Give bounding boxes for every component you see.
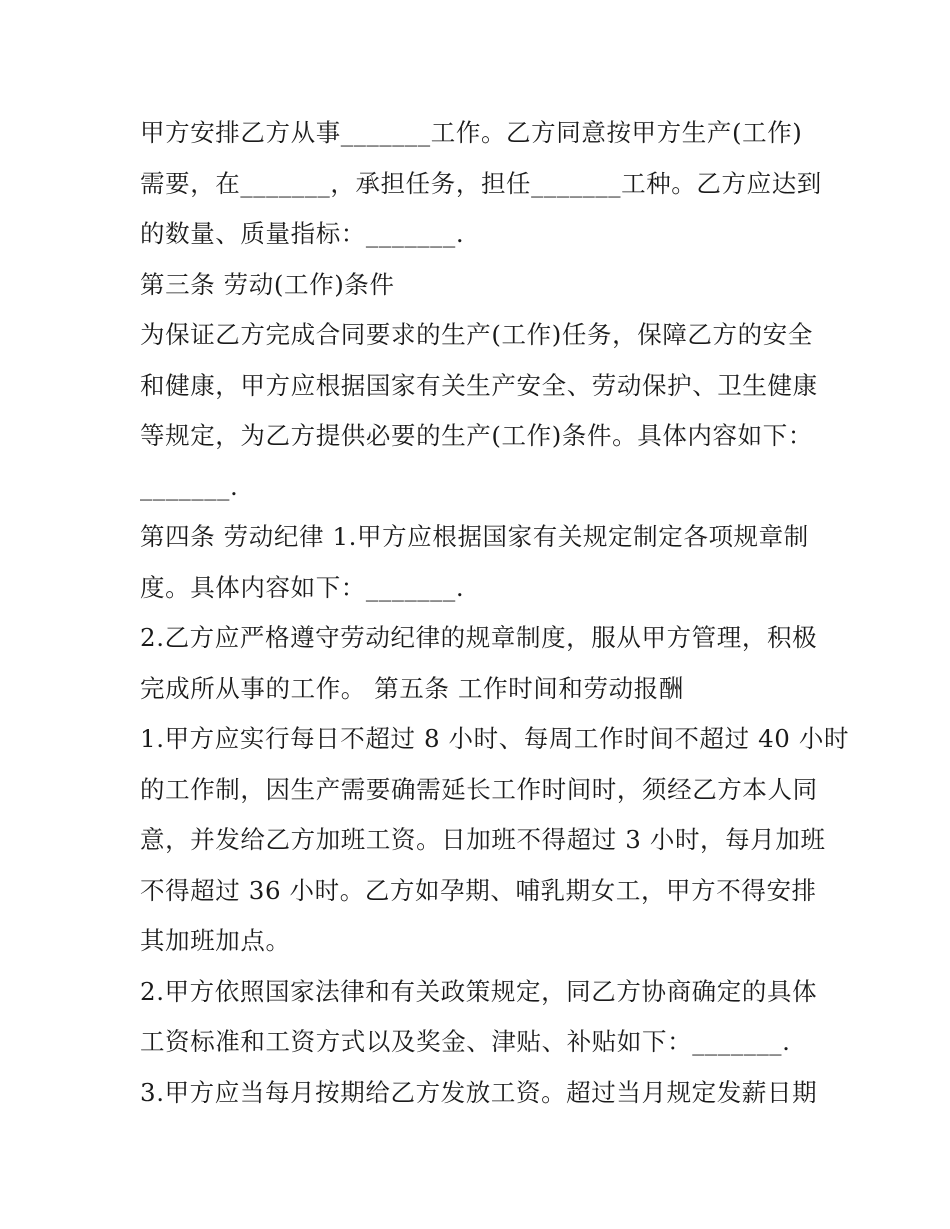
text-line: 等规定，为乙方提供必要的生产(工作)条件。具体内容如下： xyxy=(140,421,813,450)
text-line: 为保证乙方完成合同要求的生产(工作)任务，保障乙方的安全 xyxy=(140,320,813,349)
text-line: 需要，在_______，承担任务，担任_______工种。乙方应达到 xyxy=(140,168,822,198)
document-body xyxy=(140,108,850,1118)
text-line: 第四条 劳动纪律 1.甲方应根据国家有关规定制定各项规章制 xyxy=(140,522,809,551)
text-line: 2.乙方应严格遵守劳动纪律的规章制度，服从甲方管理，积极 xyxy=(140,623,818,652)
section-heading: 第三条 劳动(工作)条件 xyxy=(140,269,395,299)
text-line: 不得超过 36 小时。乙方如孕期、哺乳期女工，甲方不得安排 xyxy=(140,875,817,905)
text-line: _______. xyxy=(140,471,239,501)
text-line: 和健康，甲方应根据国家有关生产安全、劳动保护、卫生健康 xyxy=(140,370,818,400)
text-line: 的工作制，因生产需要确需延长工作时间时，须经乙方本人同 xyxy=(140,774,818,804)
text-line: 完成所从事的工作。 第五条 工作时间和劳动报酬 xyxy=(140,673,684,703)
text-line: 甲方安排乙方从事_______工作。乙方同意按甲方生产(工作) xyxy=(140,118,803,147)
text-line: 其加班加点。 xyxy=(140,926,291,955)
text-line: 意，并发给乙方加班工资。日加班不得超过 3 小时，每月加班 xyxy=(140,825,826,854)
text-line: 工资标准和工资方式以及奖金、津贴、补贴如下：_______. xyxy=(140,1027,791,1056)
text-line: 的数量、质量指标：_______. xyxy=(140,219,465,248)
text-line: 度。具体内容如下：_______. xyxy=(140,572,465,602)
text-line: 2.甲方依照国家法律和有关政策规定，同乙方协商确定的具体 xyxy=(140,976,818,1006)
text-line: 3.甲方应当每月按期给乙方发放工资。超过当月规定发薪日期 xyxy=(140,1077,818,1107)
text-line: 1.甲方应实行每日不超过 8 小时、每周工作时间不超过 40 小时 xyxy=(140,724,850,753)
